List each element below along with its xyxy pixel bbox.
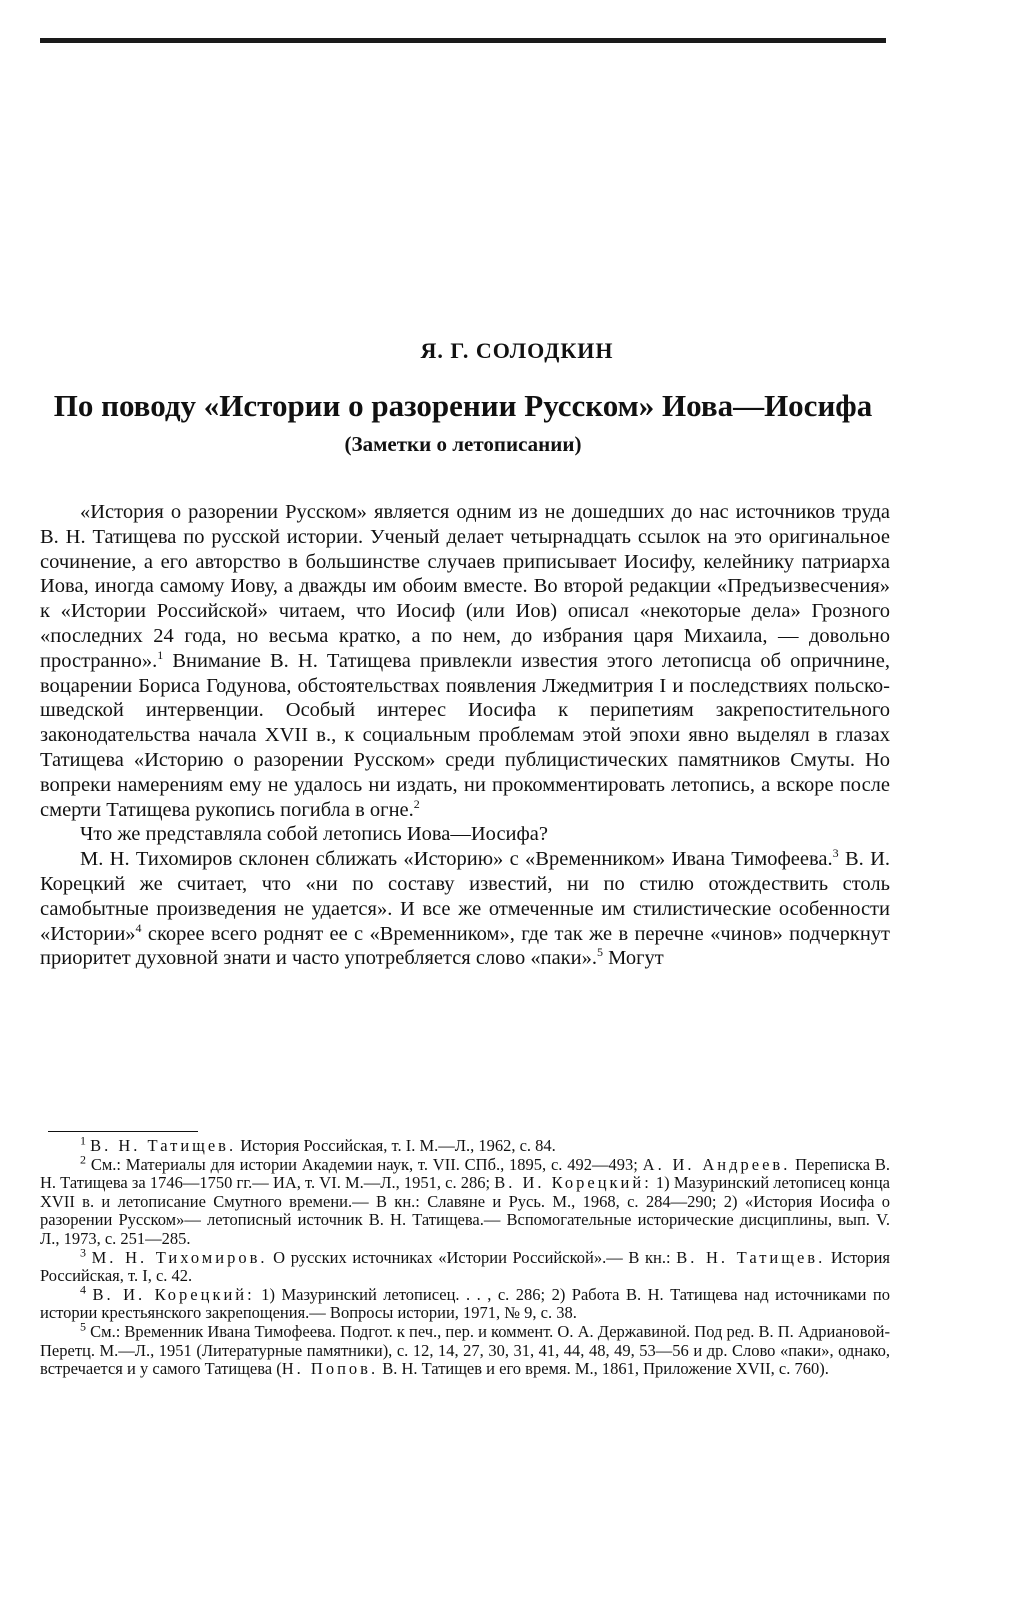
footnote-4: $^4$ В. И. Корецкий: 1) Мазуринский летописец. . . , с. 286; 2) Работа В. Н. Татищева над источниками по истории крестьянского закрепощения.— Вопросы истории, 1971, № 9, с. 38. [40,1282,890,1323]
footnote-1: $^1$ В. Н. Татищев. История Российская, т. I. М.—Л., 1962, с. 84. [80,1133,556,1155]
footnote-5: $^5$ См.: Временник Ивана Тимофеева. Подгот. к печ., пер. и коммент. О. А. Державиной. Под ред. В. П. Адриановой-Перетц. М.—Л., 1951 (Литературные памятники), с. 12, 14, 27, 30, 31, 41, 44, 48, 49, 53—56 и др. Слово «паки», однако, встречается и у самого Татищева (Н. Попов. В. Н. Татищев и его время. М., 1861, Приложение XVII, с. 760). [40,1319,890,1379]
footnote-ref-2[interactable]: 2 [413,796,420,811]
footnote-ref-1[interactable]: 1 [157,647,164,662]
top-rule [40,38,886,43]
footnote-3: $^3$ М. Н. Тихомиров. О русских источниках «Истории Российской».— В кн.: В. Н. Татищев. История Российская, т. I, с. 42. [40,1245,890,1286]
footnotes [40,1133,890,1379]
footnote-ref-4[interactable]: 4 [135,920,142,935]
footnote-ref-5[interactable]: 5 [596,945,603,960]
paragraph-1: «История о разорении Русском» является одним из не дошедших до нас источников труда В. Н. Татищева по русской истории. Ученый делает четырнадцать ссылок на это оригинальное сочинение, а его авторство в большинстве случаев приписывает Иосифу, келейнику патриарха Иова, иногда самому Иову, а дважды им обоим вместе. Во второй редакции «Предъизвесчения» к «Истории Российской» читаем, что Иосиф (или Иов) описал «некоторые дела» Грозного «последних 24 года, но весьма кратко, а по нем, до избрания царя Михаила, — довольно пространно».$^1$ Внимание В. Н. Татищева привлекли известия этого летописца об опричнине, воцарении Бориса Годунова, обстоятельствах появления Лжедмитрия I и последствиях польско-шведской интервенции. Особый интерес Иосифа к перипетиям закрепостительного законодательства начала XVII в., к социальным проблемам этой эпохи явно выделял в глазах Татищева «Историю о разорении Русском» среди публицистических памятников Смуты. Но вопреки намерениям ему не удалось ни издать, ни прокомментировать летопись, а вскоре после смерти Татищева рукопись погибла в огне.$^2$ [40,501,890,821]
footnote-2: $^2$ См.: Материалы для истории Академии наук, т. VII. СПб., 1895, с. 492—493; А. И. Андреев. Переписка В. Н. Татищева за 1746—1750 гг.— ИА, т. VI. М.—Л., 1951, с. 286; В. И. Корецкий: 1) Мазуринский летописец конца XVII в. и летописание Смутного времени.— В кн.: Славяне и Русь. М., 1968, с. 284—290; 2) «История Иосифа о разорении Русском»— летописный источник В. Н. Татищева.— Вспомогательные исторические дисциплины, вып. V. Л., 1973, с. 251—285. [40,1152,890,1248]
paragraph-3: М. Н. Тихомиров склонен сближать «Историю» с «Временником» Ивана Тимофеева.$^3$ В. И. Корецкий же считает, что «ни по составу известий, ни по стилю отождествить столь самобытные произведения не удается». И все же отмеченные им стилистические особенности «Истории»$^4$ скорее всего роднят ее с «Временником», где так же в перечне «чинов» подчеркнут приоритет духовной знати и часто употребляется слово «паки».$^5$ Могут [40,846,890,970]
article-subtitle: (Заметки о летописании) [344,432,582,456]
article-body [40,500,890,971]
article-title: По поводу «Истории о разорении Русском» Иова—Иосифа [53,388,873,423]
paragraph-2: Что же представляла собой летопись Иова—Иосифа? [80,823,548,846]
footnote-ref-3[interactable]: 3 [832,846,839,861]
footnote-divider [48,1131,198,1132]
article-author: Я. Г. СОЛОДКИН [420,338,614,363]
